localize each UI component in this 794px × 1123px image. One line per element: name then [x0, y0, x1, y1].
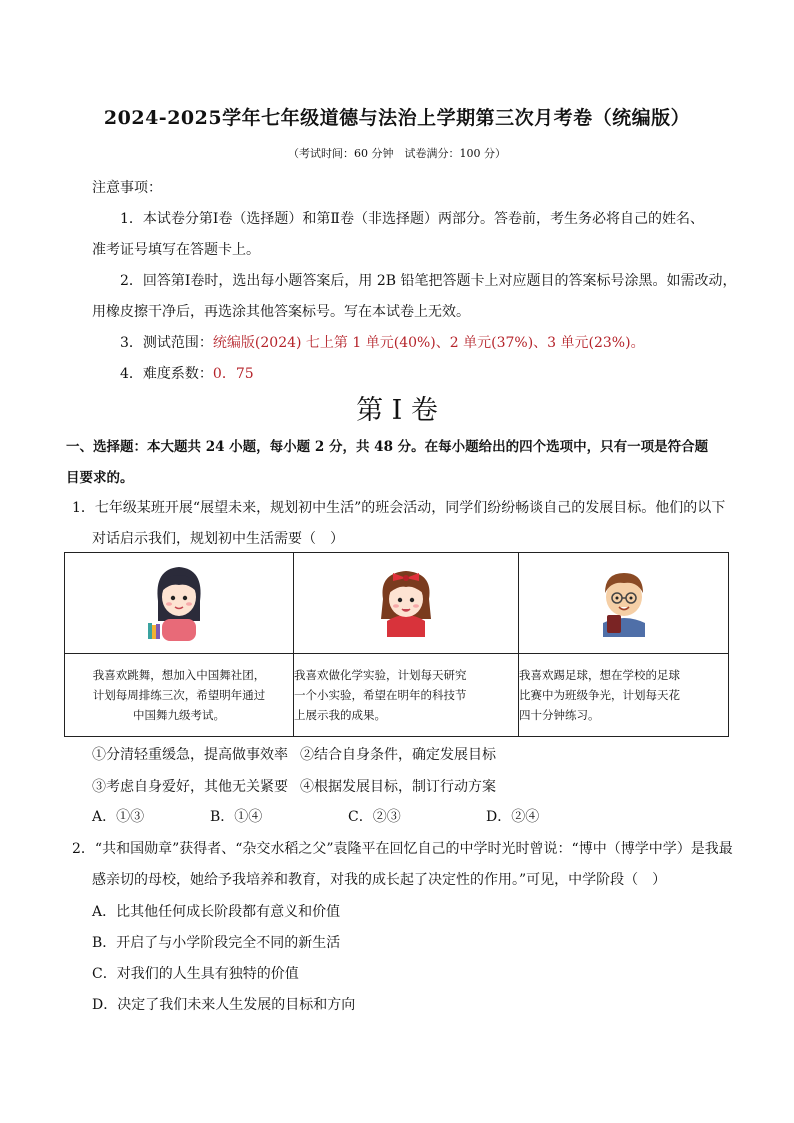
q1-choice-d: D．②④ — [486, 809, 540, 825]
dialogue-2-line-3: 上展示我的成果。 — [294, 708, 386, 722]
q1-dialogue-table — [64, 552, 729, 737]
note-3-label: 3．测试范围： — [120, 335, 213, 351]
dialogue-2-line-2: 一个小实验，希望在明年的科技节 — [294, 688, 467, 702]
q1-stem-line-2: 对话启示我们，规划初中生活需要（ ） — [92, 531, 344, 547]
q1-choice-c: C．②③ — [348, 809, 401, 825]
q1-statement-4: ④根据发展目标，制订行动方案 — [300, 779, 496, 795]
q2-stem-line-1: 2．“共和国勋章”获得者、“杂交水稻之父”袁隆平在回忆自己的中学时光时曾说：“博中（博学中学）是我最 — [72, 841, 733, 857]
q2-choice-b: B．开启了与小学阶段完全不同的新生活 — [92, 935, 341, 951]
note-4-difficulty: 0．75 — [212, 366, 254, 382]
illustration-cell-3 — [519, 553, 729, 654]
dialogue-cell-3 — [519, 654, 729, 737]
dialogue-1-line-2: 计划每周排练三次，希望明年通过 — [92, 688, 266, 702]
exam-subtitle: （考试时间：60 分钟 试卷满分：100 分） — [288, 147, 506, 160]
q2-choice-a: A．比其他任何成长阶段都有意义和价值 — [92, 904, 341, 920]
q2-choice-d: D．决定了我们未来人生发展的目标和方向 — [92, 997, 356, 1013]
section-heading-line-1: 一、选择题：本大题共 24 小题，每小题 2 分，共 48 分。在每小题给出的四个选项中，只有一项是符合题 — [66, 439, 709, 455]
q1-stem-line-1: 1．七年级某班开展“展望未来，规划初中生活”的班会活动，同学们纷纷畅谈自己的发展目标。他们的以下 — [72, 500, 726, 516]
dialogue-1-line-3: 中国舞九级考试。 — [133, 708, 225, 722]
dialogue-cell-1 — [65, 654, 294, 737]
q1-statement-2: ②结合自身条件，确定发展目标 — [300, 747, 496, 763]
note-1-line-1: 1．本试卷分第Ⅰ卷（选择题）和第Ⅱ卷（非选择题）两部分。答卷前，考生务必将自己的姓名、 — [120, 211, 704, 227]
q2-stem-line-2: 感亲切的母校，她给予我培养和教育，对我的成长起了决定性的作用。”可见，中学阶段（ ） — [92, 872, 667, 888]
boy-with-glasses-illustration — [589, 565, 659, 637]
notes-heading: 注意事项： — [92, 180, 162, 196]
dialogue-3-line-2: 比赛中为班级争光，计划每天花 — [519, 688, 680, 702]
note-2-line-2: 用橡皮擦干净后，再选涂其他答案标号。写在本试卷上无效。 — [92, 304, 470, 320]
illustration-cell-2 — [294, 553, 519, 654]
note-2-line-1: 2．回答第Ⅰ卷时，选出每小题答案后，用 2B 铅笔把答题卡上对应题目的答案标号涂黑。如需改动， — [120, 273, 737, 289]
dialogue-2-line-1: 我喜欢做化学实验，计划每天研究 — [294, 668, 467, 682]
dialogue-3-line-1: 我喜欢踢足球，想在学校的足球 — [519, 668, 680, 682]
exam-title: 2024-2025学年七年级道德与法治上学期第三次月考卷（统编版） — [103, 107, 691, 129]
note-1-line-2: 准考证号填写在答题卡上。 — [92, 242, 260, 258]
dialogue-cell-2 — [294, 654, 519, 737]
section-heading-line-2: 目要求的。 — [66, 470, 134, 486]
note-3-scope: 统编版(2024) 七上第 1 单元(40%)、2 单元(37%)、3 单元(23%)。 — [212, 335, 645, 351]
illustration-cell-1 — [65, 553, 294, 654]
q1-choice-b: B．①④ — [210, 809, 263, 825]
dialogue-3-line-3: 四十分钟练习。 — [519, 708, 600, 722]
q1-statement-1: ①分清轻重缓急，提高做事效率 — [92, 747, 288, 763]
note-4 — [120, 363, 254, 383]
q2-choice-c: C．对我们的人生具有独特的价值 — [92, 966, 299, 982]
note-4-label: 4．难度系数： — [120, 366, 213, 382]
girl-with-books-illustration — [144, 561, 214, 641]
note-3 — [120, 332, 645, 352]
q1-choice-a: A．①③ — [92, 809, 145, 825]
girl-with-bow-illustration — [371, 565, 441, 637]
q1-statement-3: ③考虑自身爱好，其他无关紧要 — [92, 779, 288, 795]
dialogue-1-line-1: 我喜欢跳舞，想加入中国舞社团， — [92, 668, 266, 682]
section-juan-title: 第 I 卷 — [356, 395, 438, 426]
